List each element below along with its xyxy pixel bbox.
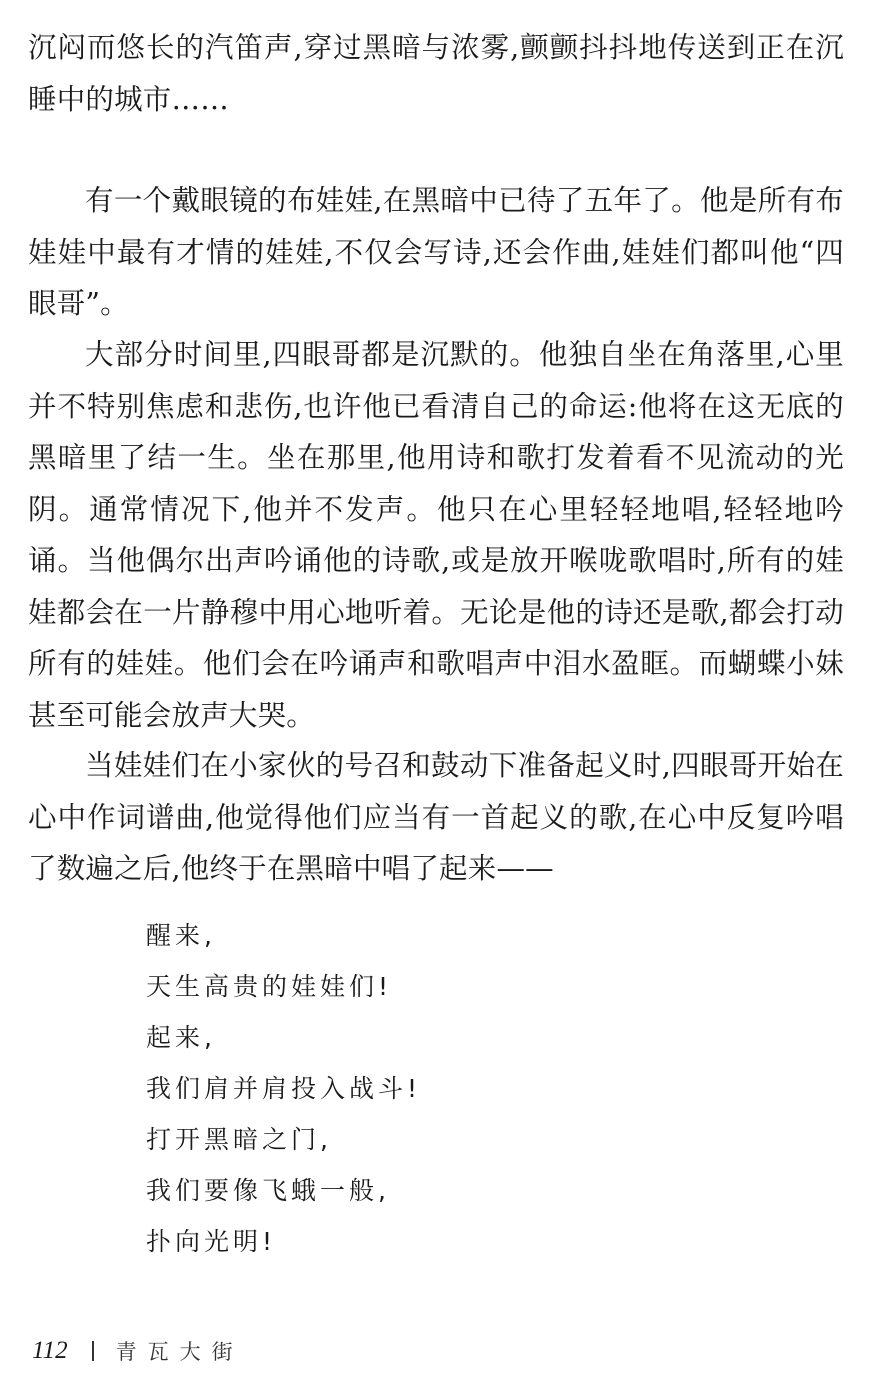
paragraph-four-eyes-intro: 有一个戴眼镜的布娃娃,在黑暗中已待了五年了。他是所有布娃娃中最有才情的娃娃,不仅会写诗,还会作曲,娃娃们都叫他“四眼哥”。 [28, 184, 844, 320]
book-title: 青瓦大街 [115, 1340, 244, 1364]
poem-line: 扑向光明! [146, 1227, 277, 1256]
poem-line: 醒来, [146, 921, 216, 950]
poem-line: 打开黑暗之门, [146, 1125, 332, 1154]
footer-divider [92, 1341, 94, 1361]
poem-line: 起来, [146, 1023, 216, 1052]
poem-line: 我们肩并肩投入战斗! [146, 1074, 422, 1103]
paragraph-four-eyes-silence: 大部分时间里,四眼哥都是沉默的。他独自坐在角落里,心里并不特别焦虑和悲伤,也许他已看清自己的命运:他将在这无底的黑暗里了结一生。坐在那里,他用诗和歌打发着看不见流动的光阴。通常情况下,他并不发声。他只在心里轻轻地唱,轻轻地吟诵。当他偶尔出声吟诵他的诗歌,或是放开喉咙歌唱时,所有的娃娃都会在一片静穆中用心地听着。无论是他的诗还是歌,都会打动所有的娃娃。他们会在吟诵声和歌唱声中泪水盈眶。而蝴蝶小妹甚至可能会放声大哭。 [28, 338, 844, 732]
page-number: 112 [32, 1337, 68, 1364]
paragraph-opening: 沉闷而悠长的汽笛声,穿过黑暗与浓雾,颤颤抖抖地传送到正在沉睡中的城市…… [28, 31, 844, 116]
poem-line: 我们要像飞蛾一般, [146, 1176, 390, 1205]
poem-block [146, 910, 421, 1267]
page-footer [32, 1334, 244, 1368]
paragraph-uprising-song: 当娃娃们在小家伙的号召和鼓动下准备起义时,四眼哥开始在心中作词谱曲,他觉得他们应当有一首起义的歌,在心中反复吟唱了数遍之后,他终于在黑暗中唱了起来—— [28, 749, 844, 885]
poem-line: 天生高贵的娃娃们! [146, 972, 393, 1001]
